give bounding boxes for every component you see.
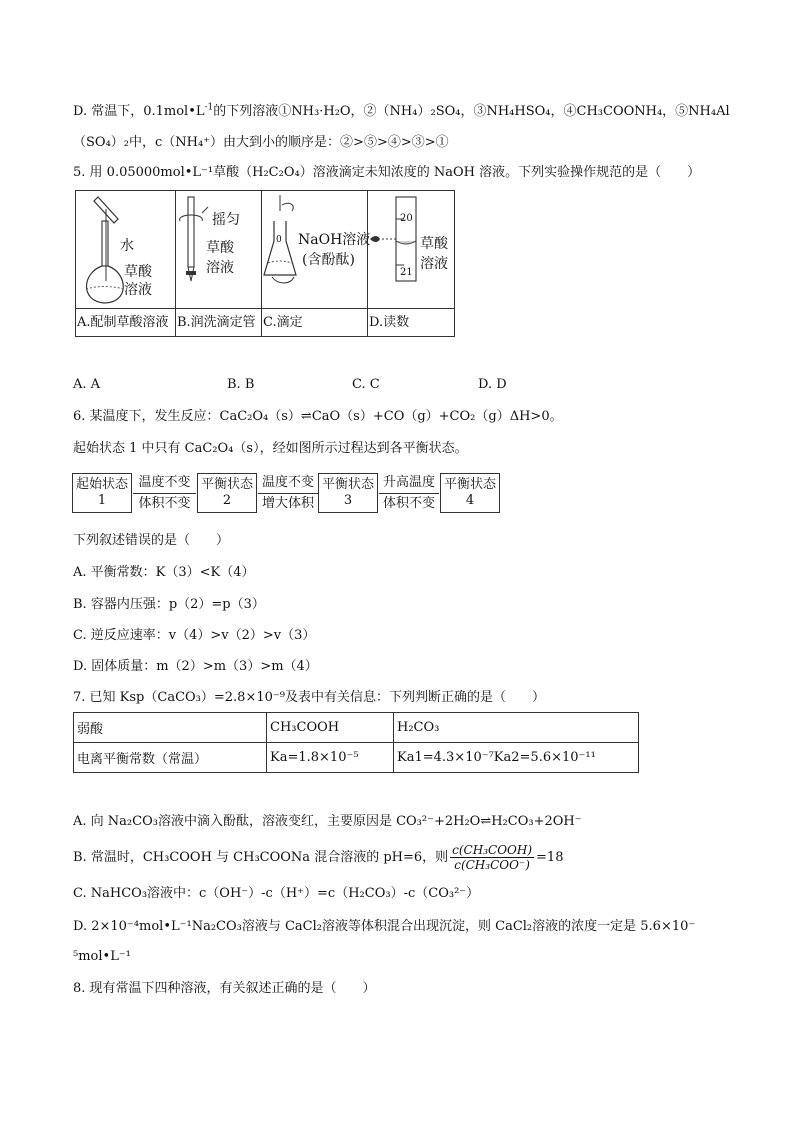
- q6-option-c: C. 逆反应速率：v（4）>v（2）>v（3）: [73, 628, 316, 643]
- caption-b: B.润洗滴定管: [176, 308, 261, 336]
- q5-figure-cell-d: [368, 191, 454, 336]
- flow-box-1-num: 1: [97, 493, 107, 508]
- flow-arrow-1: [133, 493, 196, 494]
- label-tick-21: 21: [400, 267, 413, 278]
- q7-table: [73, 712, 639, 773]
- table-cell: 电离平衡常数（常温）: [74, 743, 267, 773]
- q5-stem: 5. 用 0.05000mol•L⁻¹草酸（H₂C₂O₄）溶液滴定未知浓度的 NaOH 溶液。下列实验操作规范的是（ ）: [73, 165, 701, 180]
- q7b-prefix: B. 常温时，CH₃COOH 与 CH₃COONa 混合溶液的 pH=6，则: [73, 850, 449, 865]
- q6-question: 下列叙述错误的是（ ）: [73, 533, 230, 548]
- flow-box-3-title: 平衡状态: [321, 477, 374, 492]
- label-oxalic-b1: 草酸: [206, 240, 234, 256]
- flow-box-3-num: 3: [343, 493, 353, 508]
- q7b-denominator: c(CH₃COO⁻): [454, 858, 530, 872]
- q7-option-c: C. NaHCO₃溶液中：c（OH⁻）-c（H⁺）=c（H₂CO₃）-c（CO₃²⁻）: [73, 886, 480, 901]
- label-oxalic-a1: 草酸: [124, 264, 152, 280]
- flow-arrow-1-top: 温度不变: [138, 475, 191, 490]
- table-row: [74, 743, 639, 773]
- q4-option-d-line1: [73, 103, 730, 121]
- label-oxalic-d2: 溶液: [420, 256, 448, 272]
- flow-arrow-3-bottom: 体积不变: [382, 496, 435, 511]
- label-c-tick: 0: [276, 235, 282, 245]
- flow-arrow-2-bottom: 增大体积: [261, 496, 314, 511]
- q5-option-b: B. B: [227, 377, 255, 392]
- q5-figure-cell-b: [176, 191, 262, 336]
- q7b-numerator: c(CH₃COOH): [452, 843, 533, 857]
- flow-box-3: [318, 473, 378, 513]
- label-oxalic-d1: 草酸: [420, 236, 448, 252]
- flow-box-4-title: 平衡状态: [443, 477, 496, 492]
- q4d-sup: -1: [204, 102, 214, 113]
- label-oxalic-b2: 溶液: [206, 260, 234, 276]
- q4d-prefix: D. 常温下，0.1mol•L: [73, 104, 205, 119]
- flow-arrow-1-bottom: 体积不变: [138, 496, 191, 511]
- caption-d: D.读数: [368, 308, 454, 336]
- table-cell: Ka=1.8×10⁻⁵: [267, 743, 394, 773]
- flow-arrow-3-top: 升高温度: [382, 475, 435, 490]
- q4d-suffix: 的下列溶液①NH₃·H₂O，②（NH₄）₂SO₄，③NH₄HSO₄，④CH₃COONH₄，⑤NH₄Al: [213, 104, 730, 119]
- caption-a: A.配制草酸溶液: [76, 308, 175, 336]
- flow-arrow-2-top: 温度不变: [261, 475, 314, 490]
- q6-stem2: 起始状态 1 中只有 CaC₂O₄（s），经如图所示过程达到各平衡状态。: [73, 441, 468, 456]
- label-oxalic-a2: 溶液: [124, 282, 152, 298]
- flow-arrow-2: [258, 493, 318, 494]
- q6-option-b: B. 容器内压强：p（2）=p（3）: [73, 597, 265, 612]
- q7b-suffix: =18: [536, 850, 564, 865]
- q5-option-a: A. A: [73, 377, 101, 392]
- q7b-fraction: [450, 843, 534, 872]
- q4-option-d-line2: （SO₄）₂中，c（NH₄⁺）由大到小的顺序是：②>⑤>④>③>①: [73, 135, 449, 150]
- table-row: [74, 713, 639, 743]
- flow-arrow-3: [379, 493, 439, 494]
- label-phenolphthalein: (含酚酞): [302, 252, 355, 268]
- table-cell: CH₃COOH: [267, 713, 394, 743]
- q7-option-b: [73, 840, 563, 876]
- q6-stem: 6. 某温度下，发生反应：CaC₂O₄（s）⇌CaO（s）+CO（g）+CO₂（g）ΔH>0。: [73, 409, 563, 424]
- caption-c: C.滴定: [262, 308, 367, 336]
- label-water: 水: [120, 238, 134, 254]
- q5-option-d: D. D: [478, 377, 507, 392]
- q7-option-d-line2: ⁵mol•L⁻¹: [73, 949, 131, 964]
- flow-box-1-title: 起始状态: [75, 477, 128, 492]
- q5-figure-cell-a: [76, 191, 176, 336]
- table-cell: H₂CO₃: [394, 713, 639, 743]
- q7-option-a: A. 向 Na₂CO₃溶液中滴入酚酞，溶液变红，主要原因是 CO₃²⁻+2H₂O⇌H₂CO₃+2OH⁻: [73, 814, 582, 829]
- label-naoh: NaOH溶液: [298, 232, 371, 248]
- flow-box-2: [197, 473, 257, 513]
- flow-box-2-title: 平衡状态: [200, 477, 253, 492]
- label-tick-20: 20: [400, 213, 413, 224]
- flow-box-4-num: 4: [465, 493, 475, 508]
- q8-stem: 8. 现有常温下四种溶液，有关叙述正确的是（ ）: [73, 981, 376, 996]
- q7-option-d-line1: D. 2×10⁻⁴mol•L⁻¹Na₂CO₃溶液与 CaCl₂溶液等体积混合出现沉淀，则 CaCl₂溶液的浓度一定是 5.6×10⁻: [73, 919, 696, 934]
- label-shake: 摇匀: [212, 212, 240, 228]
- q6-option-a: A. 平衡常数：K（3）<K（4）: [73, 565, 255, 580]
- table-cell: Ka1=4.3×10⁻⁷Ka2=5.6×10⁻¹¹: [394, 743, 639, 773]
- table-cell: 弱酸: [74, 713, 267, 743]
- flow-box-4: [440, 473, 500, 513]
- flow-box-2-num: 2: [222, 493, 232, 508]
- q5-option-c: C. C: [352, 377, 380, 392]
- q6-option-d: D. 固体质量：m（2）>m（3）>m（4）: [73, 659, 318, 674]
- flow-box-1: [72, 473, 132, 513]
- q5-figure-cell-c: [262, 191, 371, 336]
- q5-figure: [75, 190, 455, 337]
- q7-stem: 7. 已知 Ksp（CaCO₃）=2.8×10⁻⁹及表中有关信息：下列判断正确的是（ ）: [73, 690, 545, 705]
